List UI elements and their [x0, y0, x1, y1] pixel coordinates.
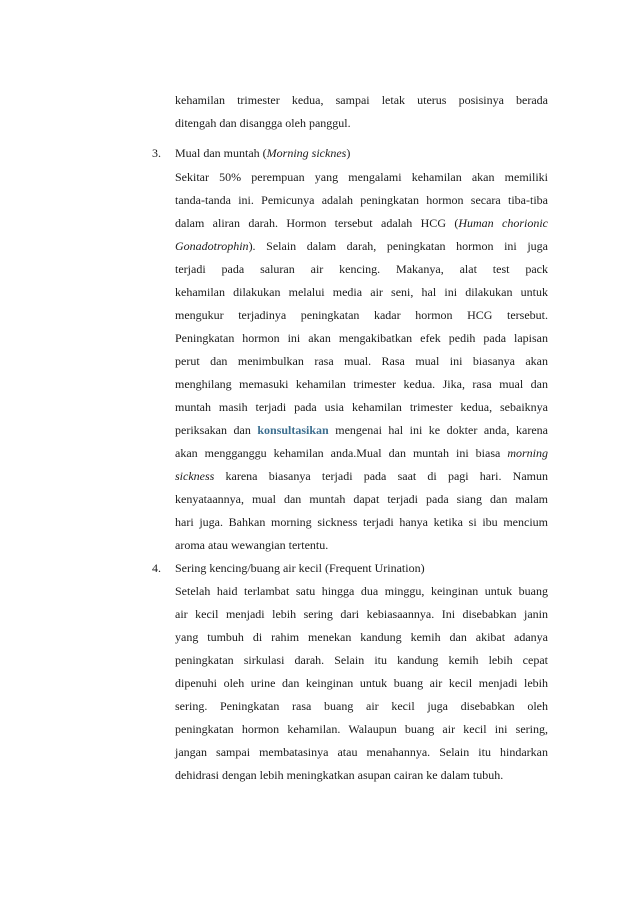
s3-line-12-text-end: mengenai hal ini ke dokter anda, karena [328, 423, 548, 437]
section-4-title: Sering kencing/buang air kecil (Frequent Urination) [175, 561, 425, 575]
section-3-heading [152, 146, 552, 160]
s3-line-13-italic: morning [507, 446, 548, 460]
s3-line-2: tanda-tanda ini. Pemicunya adalah peningkatan hormon secara tiba-tiba [175, 193, 548, 207]
section-3-title-close: ) [346, 146, 351, 160]
s4-line-3: yang tumbuh di rahim menekan kandung kemih dan akibat adanya [175, 630, 548, 644]
s3-line-13-text: akan mengganggu kehamilan anda.Mual dan muntah ini biasa [175, 446, 508, 460]
s4-line-8: jangan sampai membatasinya atau menahannya. Selain itu hindarkan [175, 745, 548, 759]
s3-line-14-italic: sickness [175, 469, 215, 483]
s3-line-5: terjadi pada saluran air kencing. Makanya, alat test pack [175, 262, 548, 276]
section-3-number: 3. [152, 146, 161, 160]
s3-line-10: menghilang memasuki kehamilan trimester kedua. Jika, rasa mual dan [175, 377, 548, 391]
s3-line-6: kehamilan dilakukan melalui media air seni, hal ini dilakukan untuk [175, 285, 548, 299]
s4-line-9: dehidrasi dengan lebih meningkatkan asupan cairan ke dalam tubuh. [175, 768, 504, 782]
section-4-number: 4. [152, 561, 161, 575]
s3-line-7: mengukur terjadinya peningkatan kadar hormon HCG tersebut. [175, 308, 548, 322]
section-3-title: Mual dan muntah ( [175, 146, 267, 160]
s3-line-14-text: karena biasanya terjadi pada saat di pagi hari. Namun [214, 469, 548, 483]
section-3-title-italic: Morning sicknes [266, 146, 347, 160]
section-4-heading [152, 561, 552, 575]
s3-line-15: kenyataannya, mual dan muntah dapat terjadi pada siang dan malam [175, 492, 548, 506]
s4-line-5: dipenuhi oleh urine dan keinginan untuk buang air kecil menjadi lebih [175, 676, 548, 690]
intro-line-1: kehamilan trimester kedua, sampai letak uterus posisinya berada [175, 93, 548, 107]
s3-line-3-italic: Human chorionic [458, 216, 548, 230]
s3-line-11: muntah masih terjadi pada usia kehamilan trimester kedua, sebaiknya [175, 400, 548, 414]
s3-line-13 [175, 446, 548, 460]
s3-line-12 [175, 423, 548, 437]
s3-line-4 [175, 239, 548, 253]
s3-line-3-text: dalam aliran darah. Hormon tersebut adalah HCG ( [175, 216, 459, 230]
s3-line-17: aroma atau wewangian tertentu. [175, 538, 329, 552]
s3-line-4-italic: Gonadotrophin [175, 239, 249, 253]
s3-line-8: Peningkatan hormon ini akan mengakibatkan efek pedih pada lapisan [175, 331, 548, 345]
s4-line-6: sering. Peningkatan rasa buang air kecil juga disebabkan oleh [175, 699, 548, 713]
s3-line-3 [175, 216, 548, 230]
konsultasikan-link[interactable]: konsultasikan [257, 423, 329, 437]
s4-line-7: peningkatan hormon kehamilan. Walaupun buang air kecil ini sering, [175, 722, 548, 736]
s4-line-4: peningkatan sirkulasi darah. Selain itu kandung kemih lebih cepat [175, 653, 548, 667]
s3-line-4-text: ). Selain dalam darah, peningkatan hormon ini juga [248, 239, 548, 253]
s3-line-9: perut dan menimbulkan rasa mual. Rasa mual ini biasanya akan [175, 354, 548, 368]
s3-line-12-text: periksakan dan [175, 423, 258, 437]
s3-line-16: hari juga. Bahkan morning sickness terjadi hanya ketika si ibu mencium [175, 515, 548, 529]
intro-line-2: ditengah dan disangga oleh panggul. [175, 116, 351, 130]
s3-line-14 [175, 469, 548, 483]
s3-line-1: Sekitar 50% perempuan yang mengalami kehamilan akan memiliki [175, 170, 548, 184]
s4-line-1: Setelah haid terlambat satu hingga dua minggu, keinginan untuk buang [175, 584, 548, 598]
s4-line-2: air kecil menjadi lebih sering dari kebiasaannya. Ini disebabkan janin [175, 607, 548, 621]
